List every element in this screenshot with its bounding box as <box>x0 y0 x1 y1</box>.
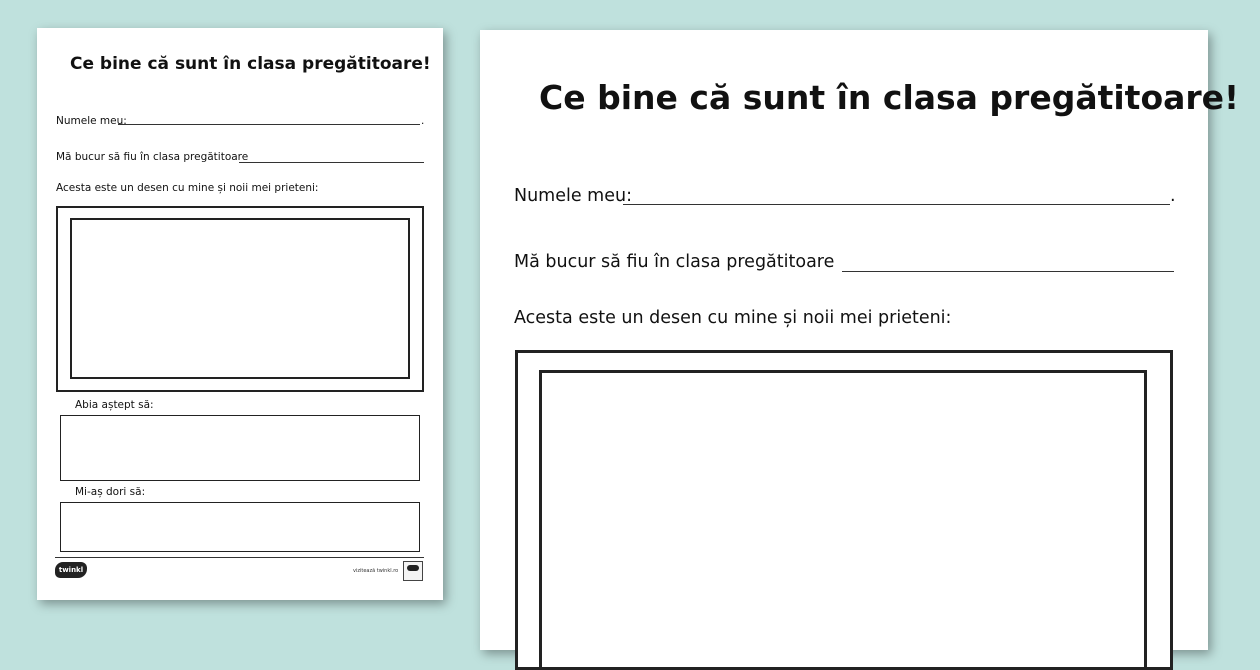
happy-line <box>239 162 424 163</box>
worksheet-title-large: Ce bine că sunt în clasa pregătitoare! <box>539 78 1240 117</box>
drawing-frame-inner <box>70 218 410 379</box>
drawing-label: Acesta este un desen cu mine și noii mei prieteni: <box>56 182 319 194</box>
worksheet-preview-small <box>37 28 443 600</box>
worksheet-title: Ce bine că sunt în clasa pregătitoare! <box>70 54 431 74</box>
happy-line-large <box>842 271 1174 272</box>
name-label: Numele meu: <box>56 115 127 127</box>
wish-label: Mi-aș dori să: <box>75 486 146 498</box>
name-line-large <box>623 204 1170 205</box>
footer-divider <box>55 557 424 558</box>
quality-badge-icon <box>403 561 423 581</box>
name-line-end: . <box>421 115 425 127</box>
twinkl-logo <box>55 562 87 578</box>
happy-label: Mă bucur să fiu în clasa pregătitoare <box>56 151 249 163</box>
logo-text: twinkl <box>58 566 84 574</box>
name-label-large: Numele meu: <box>514 186 632 206</box>
drawing-frame-inner-large <box>539 370 1147 670</box>
drawing-label-large: Acesta este un desen cu mine și noii mei prieteni: <box>514 308 952 328</box>
worksheet-preview-large <box>480 30 1240 650</box>
looking-forward-label: Abia aștept să: <box>75 399 154 411</box>
footer-url: vizitează twinkl.ro <box>353 568 399 574</box>
name-line-end-large: . <box>1170 186 1176 206</box>
name-line <box>118 124 420 125</box>
looking-forward-box <box>60 415 420 481</box>
happy-label-large: Mă bucur să fiu în clasa pregătitoare <box>514 252 835 272</box>
wish-box <box>60 502 420 552</box>
